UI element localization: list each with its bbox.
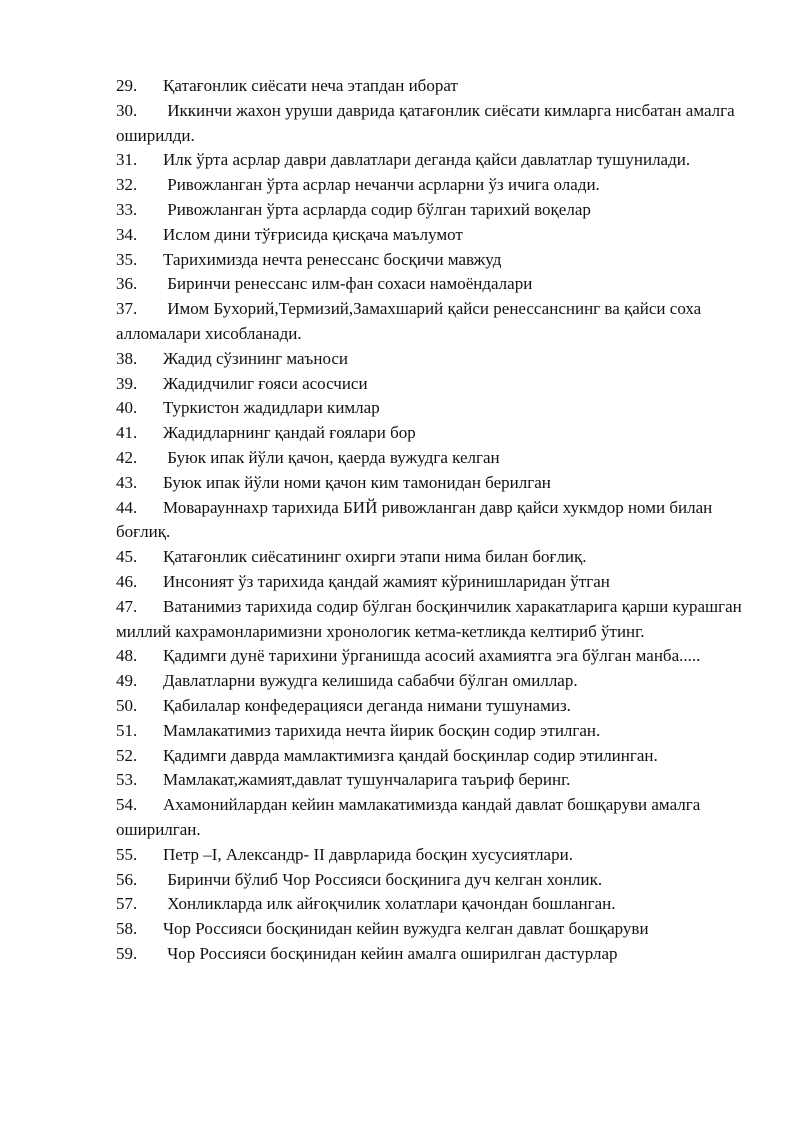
question-number: 32. [116,175,138,195]
question-item [116,198,744,223]
question-text: Биринчи бўлиб Чор Россияси босқинига дуч келган хонлик. [163,869,603,889]
question-number: 53. [116,770,138,790]
question-text: Буюк ипак йўли номи қачон ким тамонидан берилган [163,472,551,492]
question-number: 30. [116,100,138,120]
question-item [116,719,744,744]
question-number: 58. [116,919,138,939]
question-number: 47. [116,596,138,616]
question-number: 38. [116,348,138,368]
question-item [116,99,744,149]
question-text: Туркистон жадидлари кимлар [163,398,380,418]
question-text: Ривожланган ўрта асрларда содир бўлган тарихий воқелар [163,199,591,219]
question-text: Ривожланган ўрта асрлар нечанчи асрларни ўз ичига олади. [163,175,600,195]
question-item [116,173,744,198]
question-item [116,595,744,645]
question-item [116,768,744,793]
question-item [116,148,744,173]
question-text: Жадид сўзининг маъноси [163,348,349,368]
question-text: Чор Россияси босқинидан кейин вужудга келган давлат бошқаруви [163,919,649,939]
question-number: 49. [116,671,138,691]
question-item [116,297,744,347]
question-text: Инсоният ўз тарихида қандай жамият кўринишларидан ўтган [163,571,610,591]
question-text: Ватанимиз тарихида содир бўлган босқинчилик харакатларига қарши курашган миллий кахрамонларимизни хронологик кетма-кетликда келтириб ўтинг. [116,596,742,641]
question-text: Иккинчи жахон уруши даврида қатағонлик сиёсати кимларга нисбатан амалга оширилди. [116,100,735,145]
question-item [116,471,744,496]
question-item [116,446,744,471]
question-item [116,545,744,570]
question-text: Биринчи ренессанс илм-фан сохаси намоёндалари [163,274,533,294]
question-text: Қатағонлик сиёсати неча этапдан иборат [163,76,458,95]
question-text: Хонликларда илк айғоқчилик холатлари қачондан бошланган. [163,894,616,914]
question-number: 43. [116,472,138,492]
question-item [116,843,744,868]
question-item [116,917,744,942]
question-text: Мамлакатимиз тарихида нечта йирик босқин содир этилган. [163,720,601,740]
question-item [116,496,744,546]
question-number: 45. [116,547,138,567]
question-text: Ислом дини тўғрисида қисқача маълумот [163,224,463,244]
question-number: 34. [116,224,138,244]
question-text: Буюк ипак йўли қачон, қаерда вужудга келган [163,447,500,467]
question-number: 37. [116,299,138,319]
question-text: Жадидчилиг ғояси асосчиси [163,373,368,393]
question-number: 55. [116,844,138,864]
question-text: Ахамонийлардан кейин мамлакатимизда кандай давлат бошқаруви амалга оширилган. [116,795,701,839]
question-number: 48. [116,646,138,666]
question-number: 42. [116,447,138,467]
question-item [116,372,744,397]
question-text: Мамлакат,жамият,давлат тушунчаларига таъриф беринг. [163,770,571,790]
question-number: 51. [116,720,138,740]
question-item [116,644,744,669]
question-number: 41. [116,423,138,443]
question-text: Қатағонлик сиёсатининг охирги этапи нима билан боғлиқ. [163,547,587,567]
question-number: 56. [116,869,138,889]
question-item [116,669,744,694]
question-number: 57. [116,894,138,914]
question-item [116,892,744,917]
question-text: Имом Бухорий,Термизий,Замахшарий қайси ренессанснинг ва қайси соха алломалари хисобланади. [116,299,702,343]
question-text: Петр –I, Александр- II даврларида босқин хусусиятлари. [163,844,573,864]
question-text: Қадимги дунё тарихини ўрганишда асосий ахамиятга эга бўлган манба..... [163,646,701,666]
question-item [116,868,744,893]
question-list [116,74,744,967]
question-number: 39. [116,373,138,393]
question-number: 36. [116,274,138,294]
question-number: 50. [116,695,138,715]
question-text: Қабилалар конфедерацияси деганда нимани тушунамиз. [163,695,571,715]
question-item [116,74,744,99]
question-text: Қадимги даврда мамлактимизга қандай босқинлар содир этилинган. [163,745,658,765]
question-item [116,248,744,273]
question-item [116,347,744,372]
question-item [116,272,744,297]
question-item [116,942,744,967]
question-text: Илк ўрта асрлар даври давлатлари деганда қайси давлатлар тушунилади. [163,150,691,170]
question-number: 29. [116,76,138,95]
question-number: 59. [116,943,138,963]
question-number: 40. [116,398,138,418]
question-number: 44. [116,497,138,517]
question-number: 46. [116,571,138,591]
question-item [116,694,744,719]
question-number: 31. [116,150,138,170]
question-text: Тарихимизда нечта ренессанс босқичи мавжуд [163,249,502,269]
question-text: Чор Россияси босқинидан кейин амалга оширилган дастурлар [163,943,618,963]
question-item [116,421,744,446]
question-text: Давлатларни вужудга келишида сабабчи бўлган омиллар. [163,671,578,691]
question-number: 33. [116,199,138,219]
question-number: 35. [116,249,138,269]
question-text: Жадидларнинг қандай ғоялари бор [163,423,416,443]
question-item [116,570,744,595]
question-text: Моварауннахр тарихида БИЙ ривожланган давр қайси хукмдор номи билан боғлиқ. [116,497,713,542]
question-number: 52. [116,745,138,765]
question-item [116,744,744,769]
question-number: 54. [116,795,138,815]
question-item [116,793,744,843]
question-item [116,396,744,421]
question-item [116,223,744,248]
